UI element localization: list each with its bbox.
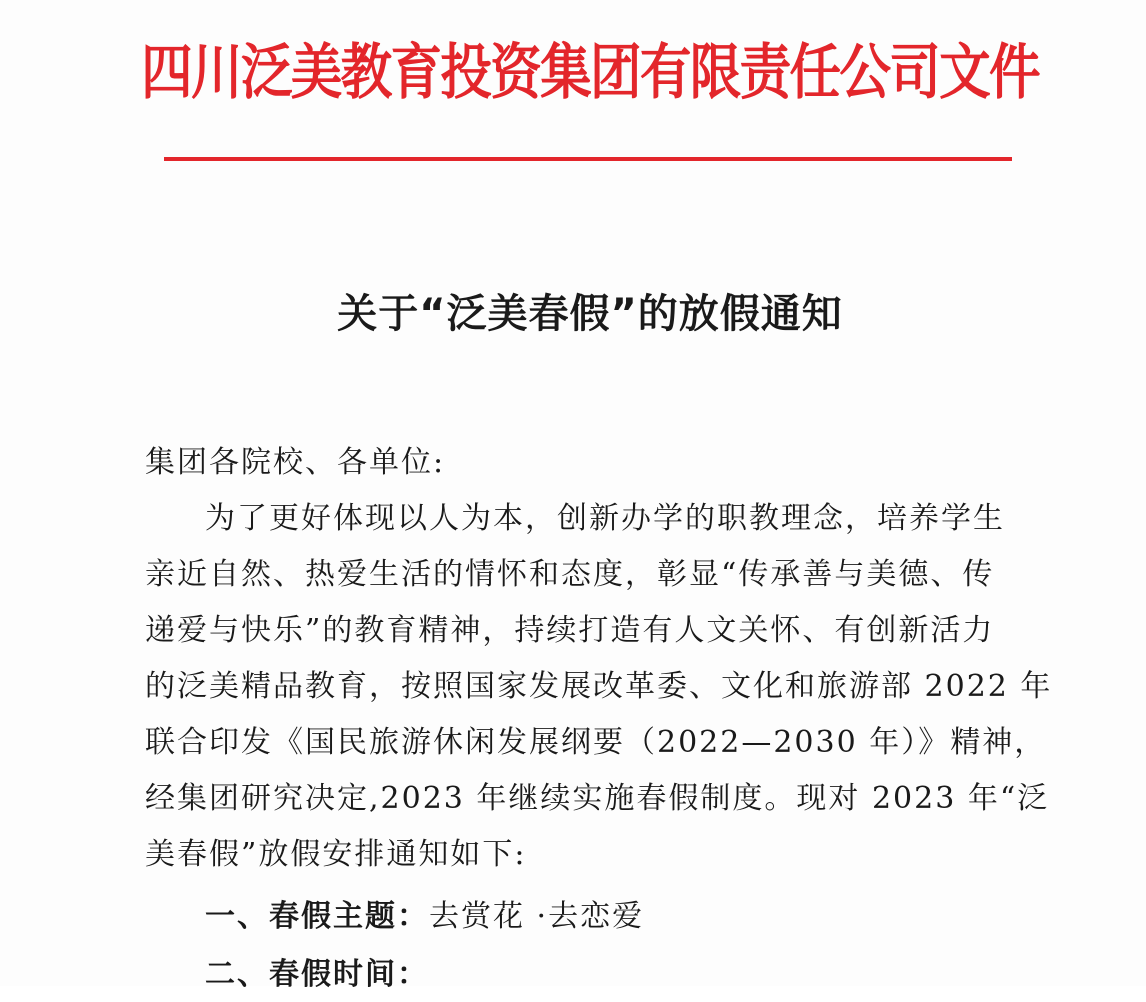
body-line-1: 为了更好体现以人为本，创新办学的职教理念，培养学生	[205, 501, 1005, 536]
body-line-4: 的泛美精品教育，按照国家发展改革委、文化和旅游部 2022 年	[145, 669, 1053, 704]
list-item-time	[205, 948, 429, 1002]
document-header	[141, 18, 1039, 118]
body-line-6: 经集团研究决定,2023 年继续实施春假制度。现对 2023 年“泛	[145, 781, 1050, 816]
salutation: 集团各院校、各单位:	[145, 445, 446, 480]
body-line-2: 亲近自然、热爱生活的情怀和态度，彰显“传承善与美德、传	[145, 557, 995, 592]
issuer-name: 四川泛美教育投资集团有限责任公司文件	[141, 38, 1039, 108]
header-divider	[164, 157, 1012, 161]
list-item-label: 二、春假时间：	[205, 957, 429, 992]
list-item-theme	[205, 890, 644, 944]
list-item-value: 去赏花 ·去恋爱	[429, 899, 645, 934]
body-line-3: 递爱与快乐”的教育精神，持续打造有人文关怀、有创新活力	[145, 613, 995, 648]
list-item-label: 一、春假主题：	[205, 899, 429, 934]
body-line-7: 美春假”放假安排通知如下:	[145, 837, 527, 872]
body-line-5: 联合印发《国民旅游休闲发展纲要（2022—2030 年）》精神，	[145, 725, 1047, 760]
notice-title: 关于“泛美春假”的放假通知	[337, 291, 843, 337]
